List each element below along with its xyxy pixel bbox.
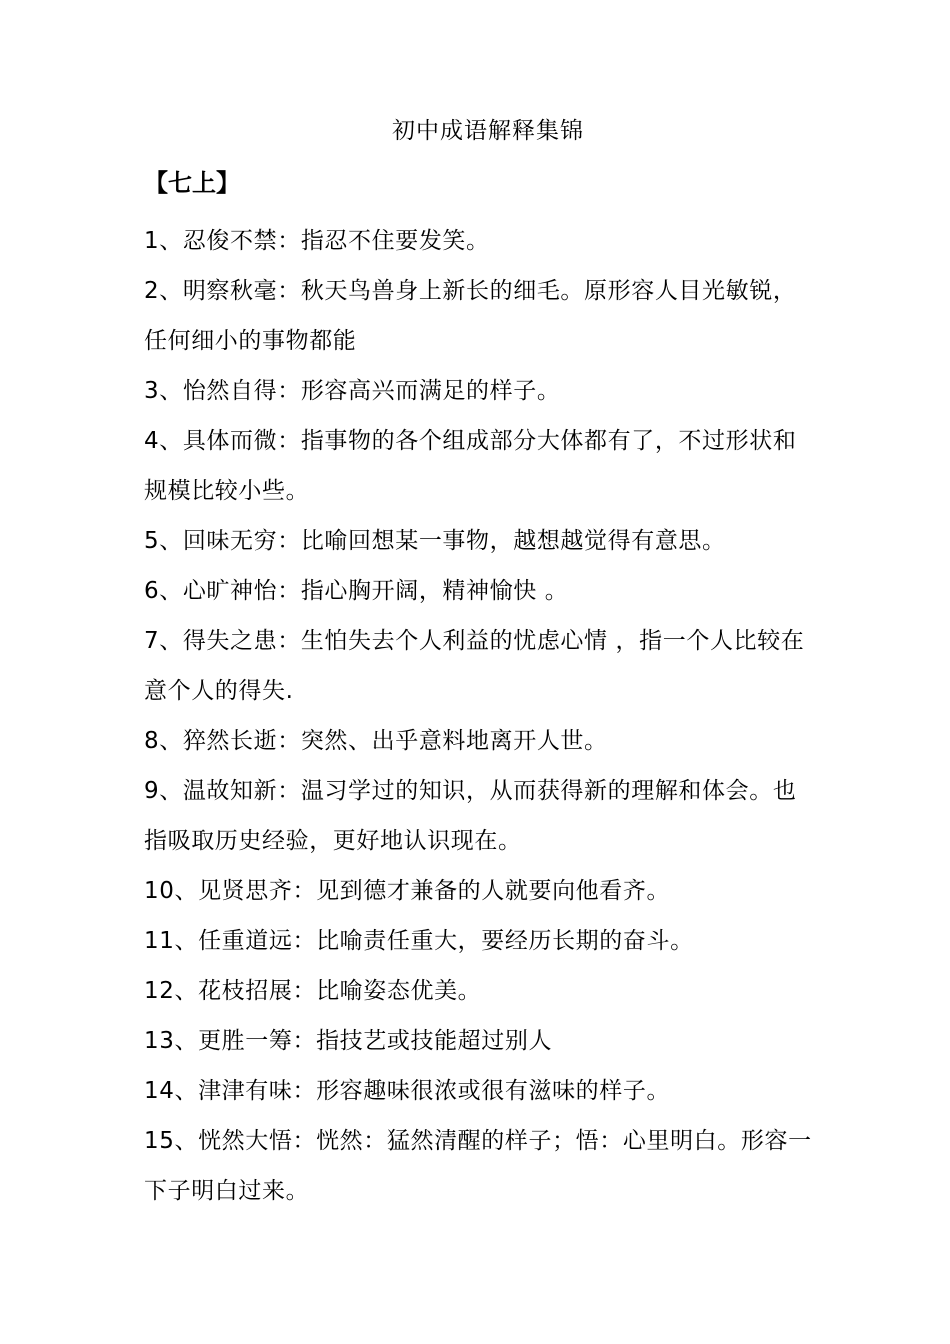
idiom-entry: 8、猝然长逝：突然、出乎意料地离开人世。 <box>144 728 608 754</box>
idiom-entry: 1、忍俊不禁：指忍不住要发笑。 <box>144 228 490 254</box>
idiom-entry: 3、怡然自得：形容高兴而满足的样子。 <box>144 378 561 404</box>
section-heading: 【七上】 <box>144 169 240 197</box>
idiom-entry: 15、恍然大悟：恍然：猛然清醒的样子；悟：心里明白。形容一下子明白过来。 <box>144 1128 812 1204</box>
idiom-entry: 11、任重道远：比喻责任重大，要经历长期的奋斗。 <box>144 928 694 954</box>
document-title: 初中成语解释集锦 <box>392 118 584 144</box>
idiom-entry: 6、心旷神怡：指心胸开阔，精神愉快 。 <box>144 578 569 604</box>
idiom-list <box>144 216 816 1216</box>
idiom-entry: 7、得失之患：生怕失去个人利益的忧虑心情 ，指一个人比较在意个人的得失. <box>144 628 805 704</box>
idiom-entry: 4、具体而微：指事物的各个组成部分大体都有了，不过形状和规模比较小些。 <box>144 428 797 504</box>
idiom-entry: 2、明察秋毫：秋天鸟兽身上新长的细毛。原形容人目光敏锐，任何细小的事物都能 <box>144 278 797 354</box>
idiom-entry: 12、花枝招展：比喻姿态优美。 <box>144 978 482 1004</box>
idiom-entry: 9、温故知新：温习学过的知识，从而获得新的理解和体会。也指吸取历史经验，更好地认识现在。 <box>144 778 797 854</box>
idiom-entry: 5、回味无穷：比喻回想某一事物，越想越觉得有意思。 <box>144 528 726 554</box>
idiom-entry: 10、见贤思齐：见到德才兼备的人就要向他看齐。 <box>144 878 671 904</box>
idiom-entry: 13、更胜一筹：指技艺或技能超过别人 <box>144 1028 553 1054</box>
idiom-entry: 14、津津有味：形容趣味很浓或很有滋味的样子。 <box>144 1078 671 1104</box>
